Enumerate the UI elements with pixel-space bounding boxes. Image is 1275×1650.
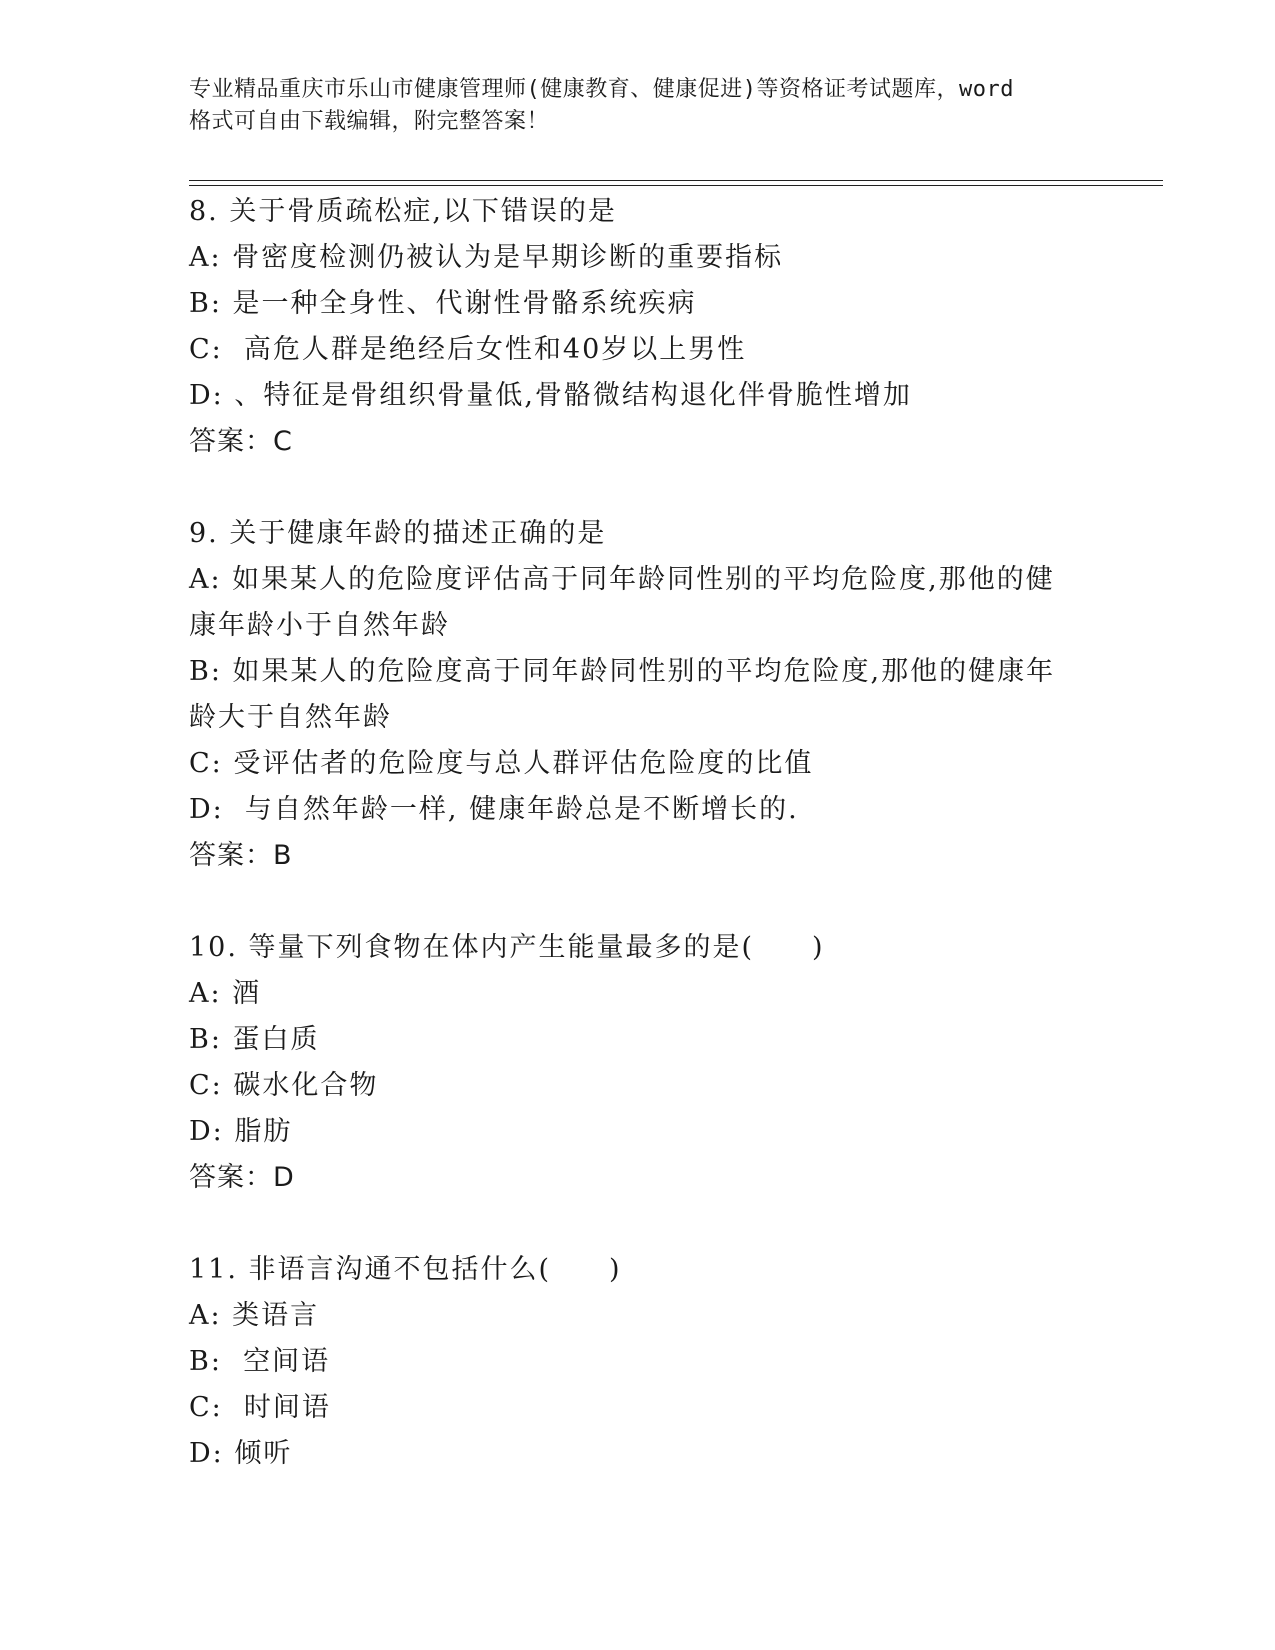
option-a: A: 类语言 (189, 1300, 320, 1331)
question-9 (189, 511, 1089, 879)
option-d: D: 、特征是骨组织骨量低,骨骼微结构退化伴骨脆性增加 (189, 380, 912, 411)
answer-line: 答案：B (189, 840, 293, 871)
option-c: C: 时间语 (189, 1392, 331, 1423)
question-8 (189, 189, 1089, 465)
question-stem: 8. 关于骨质疏松症,以下错误的是 (189, 196, 617, 227)
header-line-2: 格式可自由下载编辑，附完整答案！ (189, 109, 550, 134)
option-b: B: 空间语 (189, 1346, 331, 1377)
option-a: A: 如果某人的危险度评估高于同年龄同性别的平均危险度,那他的健 (189, 564, 1055, 595)
question-11 (189, 1247, 1089, 1477)
option-b: B: 蛋白质 (189, 1024, 320, 1055)
option-c: C: 高危人群是绝经后女性和40岁以上男性 (189, 334, 747, 365)
option-d: D: 与自然年龄一样, 健康年龄总是不断增长的. (189, 794, 799, 825)
question-list (189, 189, 1089, 1477)
option-d: D: 脂肪 (189, 1116, 293, 1147)
question-10 (189, 925, 1089, 1201)
header-divider-top (189, 180, 1163, 181)
option-c: C: 受评估者的危险度与总人群评估危险度的比值 (189, 748, 814, 779)
option-b-continued: 龄大于自然年龄 (189, 702, 392, 733)
question-stem: 11. 非语言沟通不包括什么( ) (189, 1254, 622, 1285)
option-d: D: 倾听 (189, 1438, 293, 1469)
option-b: B: 是一种全身性、代谢性骨骼系统疾病 (189, 288, 697, 319)
document-header (189, 74, 1089, 138)
header-divider-bottom (189, 185, 1163, 186)
option-b: B: 如果某人的危险度高于同年龄同性别的平均危险度,那他的健康年 (189, 656, 1056, 687)
option-a: A: 骨密度检测仍被认为是早期诊断的重要指标 (189, 242, 784, 273)
header-line-1: 专业精品重庆市乐山市健康管理师(健康教育、健康促进)等资格证考试题库，word (189, 77, 1014, 102)
option-a-continued: 康年龄小于自然年龄 (189, 610, 450, 641)
question-stem: 9. 关于健康年龄的描述正确的是 (189, 518, 607, 549)
answer-line: 答案：C (189, 426, 293, 457)
answer-line: 答案：D (189, 1162, 295, 1193)
question-stem: 10. 等量下列食物在体内产生能量最多的是( ) (189, 932, 825, 963)
option-c: C: 碳水化合物 (189, 1070, 379, 1101)
option-a: A: 酒 (189, 978, 262, 1009)
